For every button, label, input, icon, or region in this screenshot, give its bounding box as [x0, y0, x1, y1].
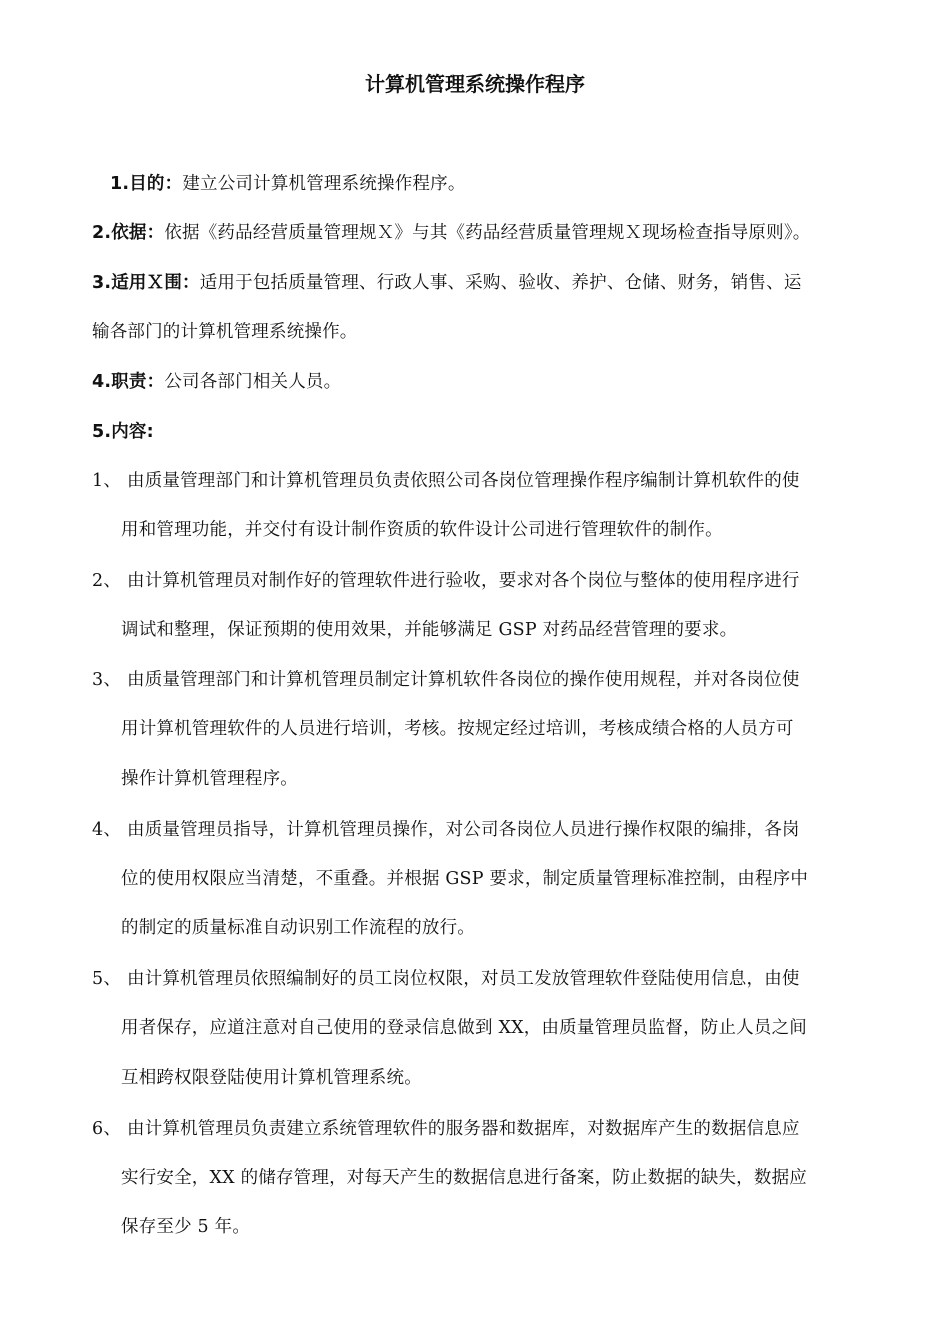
section-scope-label: 3.适用Ｘ围：	[92, 273, 200, 293]
list-item-number: 3、	[92, 670, 122, 690]
list-item-text: 的制定的质量标准自动识别工作流程的放行。	[121, 918, 475, 938]
section-content	[92, 420, 154, 444]
list-item-text: 实行安全，XX 的储存管理，对每天产生的数据信息进行备案，防止数据的缺失，数据应	[121, 1168, 807, 1188]
list-item-text: 互相跨权限登陆使用计算机管理系统。	[121, 1068, 422, 1088]
section-duty-label: 4.职责：	[92, 372, 165, 392]
list-item-continued	[121, 1166, 807, 1190]
list-item-text: 调试和整理，保证预期的使用效果，并能够满足 GSP 对药品经营管理的要求。	[121, 620, 738, 640]
list-item	[92, 668, 800, 692]
list-item-text: 由质量管理员指导，计算机管理员操作，对公司各岗位人员进行操作权限的编排，各岗	[127, 820, 800, 840]
list-item-continued	[121, 1016, 807, 1040]
section-basis	[92, 221, 810, 245]
page-title: 计算机管理系统操作程序	[365, 72, 585, 96]
list-item	[92, 469, 800, 493]
list-item-number: 2、	[92, 571, 122, 591]
list-item	[92, 1117, 800, 1141]
list-item-text: 由计算机管理员对制作好的管理软件进行验收，要求对各个岗位与整体的使用程序进行	[127, 571, 800, 591]
section-content-label: 5.内容:	[92, 422, 154, 442]
list-item	[92, 967, 800, 991]
list-item-text: 由计算机管理员负责建立系统管理软件的服务器和数据库，对数据库产生的数据信息应	[127, 1119, 800, 1139]
list-item-continued	[121, 717, 794, 741]
list-item-continued	[121, 916, 475, 940]
list-item-continued	[121, 867, 808, 891]
list-item-continued	[121, 518, 723, 542]
section-purpose	[110, 172, 466, 196]
list-item-text: 用计算机管理软件的人员进行培训，考核。按规定经过培训，考核成绩合格的人员方可	[121, 719, 794, 739]
section-scope-continued	[92, 320, 358, 344]
list-item-text: 用和管理功能，并交付有设计制作资质的软件设计公司进行管理软件的制作。	[121, 520, 723, 540]
section-scope-text-line1: 适用于包括质量管理、行政人事、采购、验收、养护、仓储、财务，销售、运	[199, 273, 802, 293]
section-purpose-label: 1.目的：	[110, 174, 183, 194]
list-item-text: 用者保存，应道注意对自己使用的登录信息做到 XX，由质量管理员监督，防止人员之间	[121, 1018, 807, 1038]
list-item-text: 由质量管理部门和计算机管理员负责依照公司各岗位管理操作程序编制计算机软件的使	[127, 471, 800, 491]
section-scope	[92, 271, 802, 295]
list-item-number: 6、	[92, 1119, 122, 1139]
list-item-number: 5、	[92, 969, 122, 989]
list-item-number: 4、	[92, 820, 122, 840]
section-duty	[92, 370, 341, 394]
list-item-text: 位的使用权限应当清楚，不重叠。并根据 GSP 要求，制定质量管理标准控制，由程序中	[121, 869, 809, 889]
section-basis-text: 依据《药品经营质量管理规Ｘ》与其《药品经营质量管理规Ｘ现场检查指导原则》。	[164, 223, 811, 243]
section-purpose-text: 建立公司计算机管理系统操作程序。	[182, 174, 466, 194]
list-item	[92, 818, 800, 842]
list-item-continued	[121, 1066, 422, 1090]
list-item-number: 1、	[92, 471, 122, 491]
list-item-continued	[121, 1215, 250, 1239]
list-item-text: 保存至少 5 年。	[121, 1217, 251, 1237]
list-item-text: 由计算机管理员依照编制好的员工岗位权限，对员工发放管理软件登陆使用信息，由使	[127, 969, 800, 989]
list-item-text: 操作计算机管理程序。	[121, 769, 298, 789]
list-item	[92, 569, 800, 593]
section-duty-text: 公司各部门相关人员。	[164, 372, 342, 392]
section-basis-label: 2.依据：	[92, 223, 165, 243]
list-item-continued	[121, 767, 298, 791]
section-scope-text-line2: 输各部门的计算机管理系统操作。	[92, 322, 358, 342]
list-item-text: 由质量管理部门和计算机管理员制定计算机软件各岗位的操作使用规程，并对各岗位使	[127, 670, 800, 690]
list-item-continued	[121, 618, 737, 642]
